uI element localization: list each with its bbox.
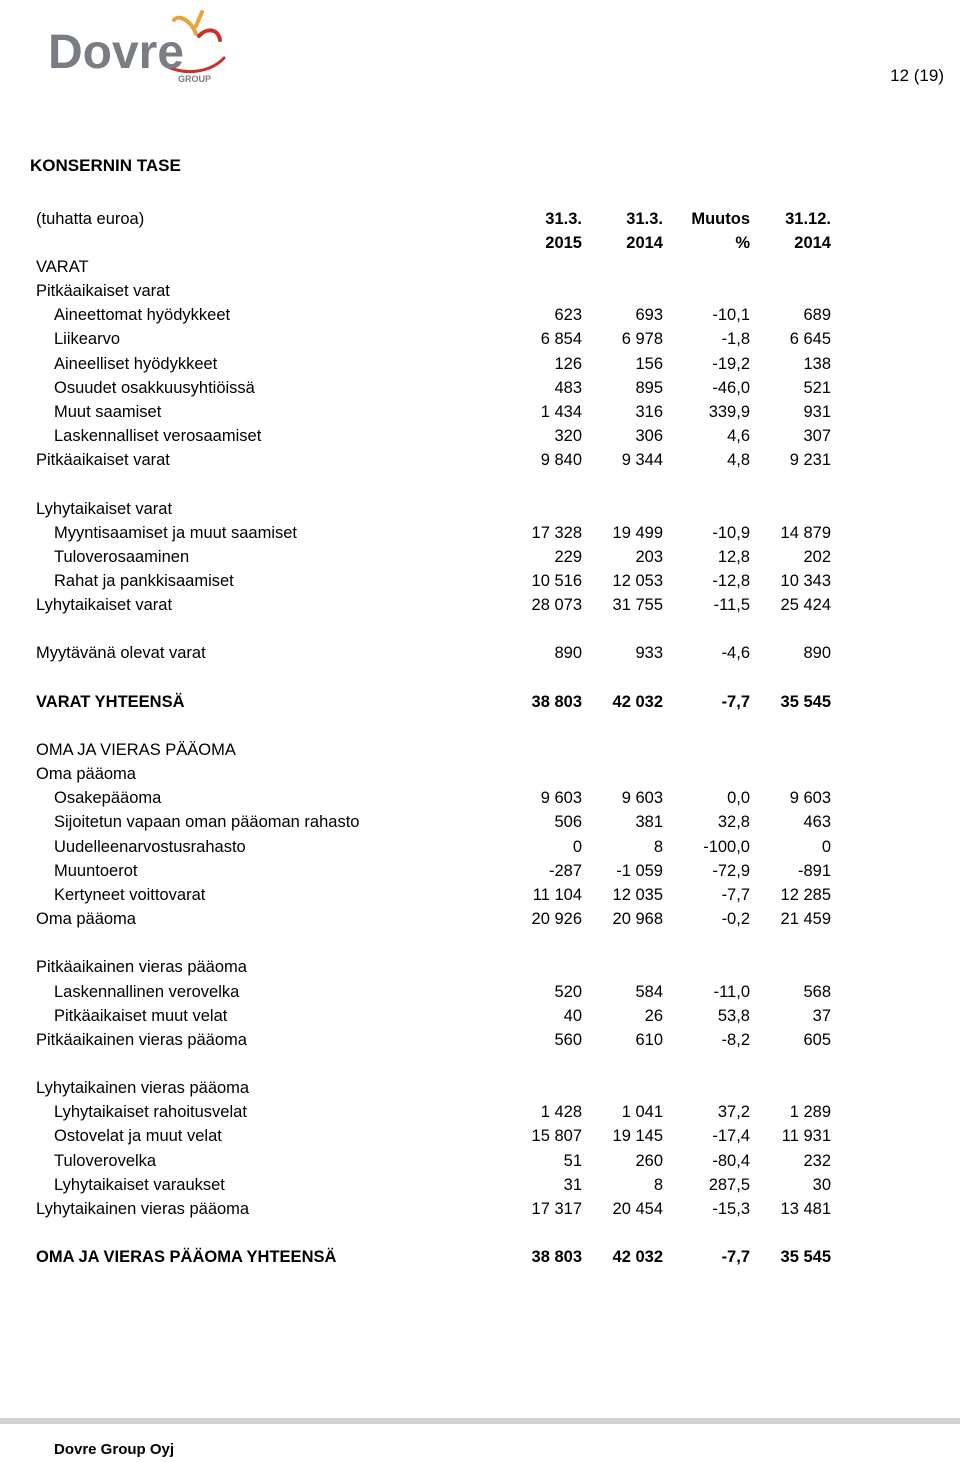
row-value-3: 4,6 bbox=[727, 427, 750, 445]
row-value-4: -891 bbox=[797, 861, 831, 880]
row-value-2: 9 603 bbox=[621, 789, 663, 808]
row-value-3: -11,5 bbox=[713, 596, 750, 615]
row-value-4: 35 545 bbox=[780, 1248, 831, 1267]
row-value-3: 12,8 bbox=[717, 547, 750, 566]
row-label: OMA JA VIERAS PÄÄOMA bbox=[36, 741, 236, 759]
row-value-1: 20 926 bbox=[531, 910, 582, 928]
table-header-row-2 bbox=[36, 231, 836, 255]
row-label: Ostovelat ja muut velat bbox=[54, 1127, 222, 1146]
row-value-4: 463 bbox=[803, 813, 831, 832]
row-label: Pitkäaikaiset muut velat bbox=[54, 1006, 228, 1025]
row-value-2: 20 968 bbox=[612, 910, 663, 928]
row-label: Lyhytaikaiset varat bbox=[36, 596, 173, 615]
row-label: Pitkäaikaiset varat bbox=[36, 282, 170, 301]
col-subheader-4: 2014 bbox=[794, 234, 831, 252]
table-row bbox=[36, 521, 836, 545]
row-value-2: 31 755 bbox=[612, 596, 663, 615]
row-value-1: 17 317 bbox=[531, 1199, 582, 1218]
row-value-3: -7,7 bbox=[721, 885, 750, 904]
table-row bbox=[36, 424, 836, 448]
row-value-2: 26 bbox=[644, 1006, 663, 1025]
row-value-4: 0 bbox=[821, 837, 831, 856]
row-value-4: 1 289 bbox=[789, 1103, 831, 1122]
footer-divider bbox=[0, 1418, 960, 1424]
row-label: Lyhytaikainen vieras pääoma bbox=[36, 1199, 250, 1218]
row-label: Lyhytaikaiset varaukset bbox=[54, 1175, 225, 1194]
table-header-row bbox=[36, 207, 836, 231]
row-value-2: 260 bbox=[635, 1151, 663, 1170]
col-header-1: 31.3. bbox=[545, 210, 582, 228]
table-row bbox=[36, 690, 836, 714]
row-value-1: 320 bbox=[554, 427, 582, 445]
table-row bbox=[36, 883, 836, 907]
row-value-1: 483 bbox=[554, 378, 582, 397]
row-value-3: 339,9 bbox=[708, 402, 750, 421]
section-title: KONSERNIN TASE bbox=[30, 156, 181, 175]
row-value-3: -19,2 bbox=[712, 354, 750, 373]
unit-label: (tuhatta euroa) bbox=[36, 210, 145, 228]
table-row bbox=[36, 1076, 836, 1100]
row-value-3: -10,9 bbox=[712, 523, 750, 542]
row-value-2: 19 499 bbox=[612, 523, 663, 542]
col-subheader-2: 2014 bbox=[626, 234, 663, 252]
table-row bbox=[36, 786, 836, 810]
row-value-4: 138 bbox=[803, 354, 831, 373]
row-value-3: -1,8 bbox=[721, 330, 750, 349]
row-value-1: 0 bbox=[572, 837, 582, 856]
row-value-4: 25 424 bbox=[780, 596, 831, 615]
row-label: Lyhytaikainen vieras pääoma bbox=[36, 1079, 250, 1098]
row-value-1: 623 bbox=[554, 306, 582, 325]
table-row bbox=[36, 1124, 836, 1148]
row-value-4: 890 bbox=[803, 644, 831, 663]
row-value-2: 42 032 bbox=[612, 1248, 663, 1267]
row-label: Myyntisaamiset ja muut saamiset bbox=[54, 523, 297, 542]
table-row bbox=[36, 980, 836, 1004]
table-row bbox=[36, 859, 836, 883]
row-value-4: 10 343 bbox=[780, 572, 831, 590]
table-row bbox=[36, 641, 836, 665]
row-value-1: 38 803 bbox=[531, 1248, 582, 1267]
row-value-1: 11 104 bbox=[532, 885, 582, 904]
table-row bbox=[36, 497, 836, 521]
row-value-1: 890 bbox=[554, 644, 582, 663]
row-value-1: 40 bbox=[563, 1006, 582, 1025]
table-row bbox=[36, 303, 836, 327]
table-row bbox=[36, 907, 836, 931]
col-subheader-3: % bbox=[735, 234, 750, 252]
row-label: Muuntoerot bbox=[54, 861, 138, 880]
row-value-1: -287 bbox=[548, 861, 582, 880]
table-row bbox=[36, 1245, 836, 1269]
row-value-3: -12,8 bbox=[712, 572, 750, 590]
row-value-2: -1 059 bbox=[616, 861, 663, 880]
row-value-4: 232 bbox=[803, 1151, 831, 1170]
table-row bbox=[36, 593, 836, 617]
table-row bbox=[36, 955, 836, 979]
row-label: VARAT YHTEENSÄ bbox=[36, 692, 185, 711]
row-value-1: 506 bbox=[554, 813, 582, 832]
row-value-2: 203 bbox=[635, 547, 663, 566]
row-value-3: -7,7 bbox=[721, 1248, 750, 1267]
logo-mark bbox=[46, 6, 236, 86]
row-value-1: 51 bbox=[563, 1151, 582, 1170]
row-value-3: 4,8 bbox=[727, 451, 750, 470]
table-row bbox=[36, 1173, 836, 1197]
col-header-3: Muutos bbox=[691, 210, 750, 228]
row-value-1: 10 516 bbox=[531, 572, 582, 590]
row-label: Osakepääoma bbox=[54, 789, 162, 808]
row-value-2: 9 344 bbox=[621, 451, 663, 470]
row-value-4: 605 bbox=[803, 1030, 831, 1049]
row-label: Oma pääoma bbox=[36, 910, 136, 928]
row-value-3: -0,2 bbox=[721, 910, 750, 928]
row-value-1: 126 bbox=[554, 354, 582, 373]
row-value-2: 42 032 bbox=[612, 692, 663, 711]
row-label: VARAT bbox=[36, 258, 89, 276]
row-value-2: 933 bbox=[635, 644, 663, 663]
row-value-2: 20 454 bbox=[612, 1199, 663, 1218]
row-value-4: 37 bbox=[812, 1006, 831, 1025]
table-row bbox=[36, 327, 836, 351]
row-value-1: 38 803 bbox=[531, 692, 582, 711]
logo-sub-text: GROUP bbox=[178, 74, 212, 84]
table-row bbox=[36, 400, 836, 424]
row-value-3: 287,5 bbox=[708, 1175, 750, 1194]
row-label: Lyhytaikaiset rahoitusvelat bbox=[54, 1103, 247, 1122]
row-value-4: 11 931 bbox=[781, 1127, 831, 1146]
row-label: Pitkäaikaiset varat bbox=[36, 451, 170, 470]
row-value-3: -11,0 bbox=[713, 982, 750, 1001]
row-label: OMA JA VIERAS PÄÄOMA YHTEENSÄ bbox=[36, 1248, 337, 1267]
row-value-3: 32,8 bbox=[717, 813, 750, 832]
row-value-3: -7,7 bbox=[721, 692, 750, 711]
row-label: Osuudet osakkuusyhtiöissä bbox=[54, 378, 255, 397]
table-row bbox=[36, 1004, 836, 1028]
row-label: Laskennallinen verovelka bbox=[54, 982, 240, 1001]
row-value-4: 12 285 bbox=[780, 885, 831, 904]
row-value-3: -46,0 bbox=[712, 378, 750, 397]
row-label: Pitkäaikainen vieras pääoma bbox=[36, 1030, 247, 1049]
table-row bbox=[36, 352, 836, 376]
table-row bbox=[36, 545, 836, 569]
row-value-2: 693 bbox=[635, 306, 663, 325]
footer-company: Dovre Group Oyj bbox=[54, 1441, 175, 1458]
row-value-3: -72,9 bbox=[712, 861, 750, 880]
row-value-3: -80,4 bbox=[712, 1151, 750, 1170]
row-value-2: 6 978 bbox=[621, 330, 663, 349]
row-label: Tuloverosaaminen bbox=[54, 547, 190, 566]
table-row bbox=[36, 1197, 836, 1221]
row-value-2: 156 bbox=[635, 354, 663, 373]
row-value-3: -100,0 bbox=[703, 837, 750, 856]
table-row bbox=[36, 279, 836, 303]
row-value-2: 8 bbox=[653, 1175, 663, 1194]
row-value-2: 381 bbox=[635, 813, 663, 832]
table-row bbox=[36, 448, 836, 472]
row-value-3: 37,2 bbox=[717, 1103, 750, 1122]
table-row bbox=[36, 810, 836, 834]
row-label: Muut saamiset bbox=[54, 402, 162, 421]
row-value-1: 31 bbox=[563, 1175, 582, 1194]
row-value-1: 15 807 bbox=[531, 1127, 582, 1146]
row-value-2: 895 bbox=[635, 378, 663, 397]
col-header-2: 31.3. bbox=[626, 210, 663, 228]
row-value-1: 28 073 bbox=[531, 596, 582, 615]
table-row bbox=[36, 835, 836, 859]
row-value-1: 1 434 bbox=[540, 402, 582, 421]
row-value-1: 1 428 bbox=[540, 1103, 582, 1122]
row-value-1: 229 bbox=[554, 547, 582, 566]
row-value-4: 9 603 bbox=[789, 789, 831, 808]
row-value-1: 9 603 bbox=[540, 789, 582, 808]
table-row bbox=[36, 738, 836, 762]
row-value-1: 520 bbox=[554, 982, 582, 1001]
row-value-4: 307 bbox=[803, 427, 831, 445]
row-value-2: 610 bbox=[635, 1030, 663, 1049]
row-value-4: 13 481 bbox=[780, 1199, 831, 1218]
page-number: 12 (19) bbox=[890, 66, 944, 85]
row-value-3: -4,6 bbox=[721, 644, 750, 663]
row-value-1: 17 328 bbox=[531, 523, 582, 542]
row-value-4: 568 bbox=[803, 982, 831, 1001]
row-value-4: 689 bbox=[803, 306, 831, 325]
row-label: Aineelliset hyödykkeet bbox=[54, 354, 218, 373]
row-value-2: 12 053 bbox=[612, 572, 663, 590]
table-row bbox=[36, 1028, 836, 1052]
row-value-2: 12 035 bbox=[612, 885, 663, 904]
row-label: Sijoitetun vapaan oman pääoman rahasto bbox=[54, 813, 360, 832]
row-value-4: 35 545 bbox=[780, 692, 831, 711]
row-value-4: 30 bbox=[812, 1175, 831, 1194]
row-value-2: 19 145 bbox=[612, 1127, 663, 1146]
row-value-2: 1 041 bbox=[621, 1103, 663, 1122]
row-label: Tuloverovelka bbox=[54, 1151, 157, 1170]
row-label: Pitkäaikainen vieras pääoma bbox=[36, 958, 247, 977]
logo-text: Dovre bbox=[48, 26, 185, 79]
row-value-1: 6 854 bbox=[540, 330, 582, 349]
row-value-2: 316 bbox=[635, 402, 663, 421]
row-value-3: 0,0 bbox=[727, 789, 750, 808]
row-value-4: 202 bbox=[803, 547, 831, 566]
row-label: Uudelleenarvostusrahasto bbox=[54, 837, 246, 856]
row-label: Kertyneet voittovarat bbox=[54, 885, 206, 904]
row-value-2: 306 bbox=[635, 427, 663, 445]
table-row bbox=[36, 762, 836, 786]
dovre-group-logo bbox=[46, 6, 236, 86]
row-value-1: 9 840 bbox=[540, 451, 582, 470]
row-label: Aineettomat hyödykkeet bbox=[54, 306, 231, 325]
table-row bbox=[36, 376, 836, 400]
row-value-4: 9 231 bbox=[789, 451, 831, 470]
row-value-3: -8,2 bbox=[721, 1030, 750, 1049]
row-value-4: 14 879 bbox=[780, 523, 831, 542]
table-row bbox=[36, 1149, 836, 1173]
row-value-4: 21 459 bbox=[780, 910, 831, 928]
row-value-3: -10,1 bbox=[712, 306, 750, 325]
table-row bbox=[36, 1100, 836, 1124]
row-value-3: -17,4 bbox=[712, 1127, 750, 1146]
row-value-4: 6 645 bbox=[789, 330, 831, 349]
row-label: Oma pääoma bbox=[36, 765, 136, 784]
row-value-4: 521 bbox=[803, 378, 831, 397]
row-value-2: 584 bbox=[635, 982, 663, 1001]
row-value-3: -15,3 bbox=[712, 1199, 750, 1218]
row-label: Laskennalliset verosaamiset bbox=[54, 427, 262, 445]
row-value-4: 931 bbox=[803, 402, 831, 421]
row-label: Myytävänä olevat varat bbox=[36, 644, 206, 663]
row-value-1: 560 bbox=[554, 1030, 582, 1049]
row-value-2: 8 bbox=[653, 837, 663, 856]
col-header-4: 31.12. bbox=[785, 210, 831, 228]
col-subheader-1: 2015 bbox=[545, 234, 582, 252]
table-row bbox=[36, 569, 836, 593]
row-value-3: 53,8 bbox=[717, 1006, 750, 1025]
row-label: Liikearvo bbox=[54, 330, 121, 349]
row-label: Rahat ja pankkisaamiset bbox=[54, 572, 234, 590]
table-row bbox=[36, 255, 836, 279]
row-label: Lyhytaikaiset varat bbox=[36, 499, 173, 518]
